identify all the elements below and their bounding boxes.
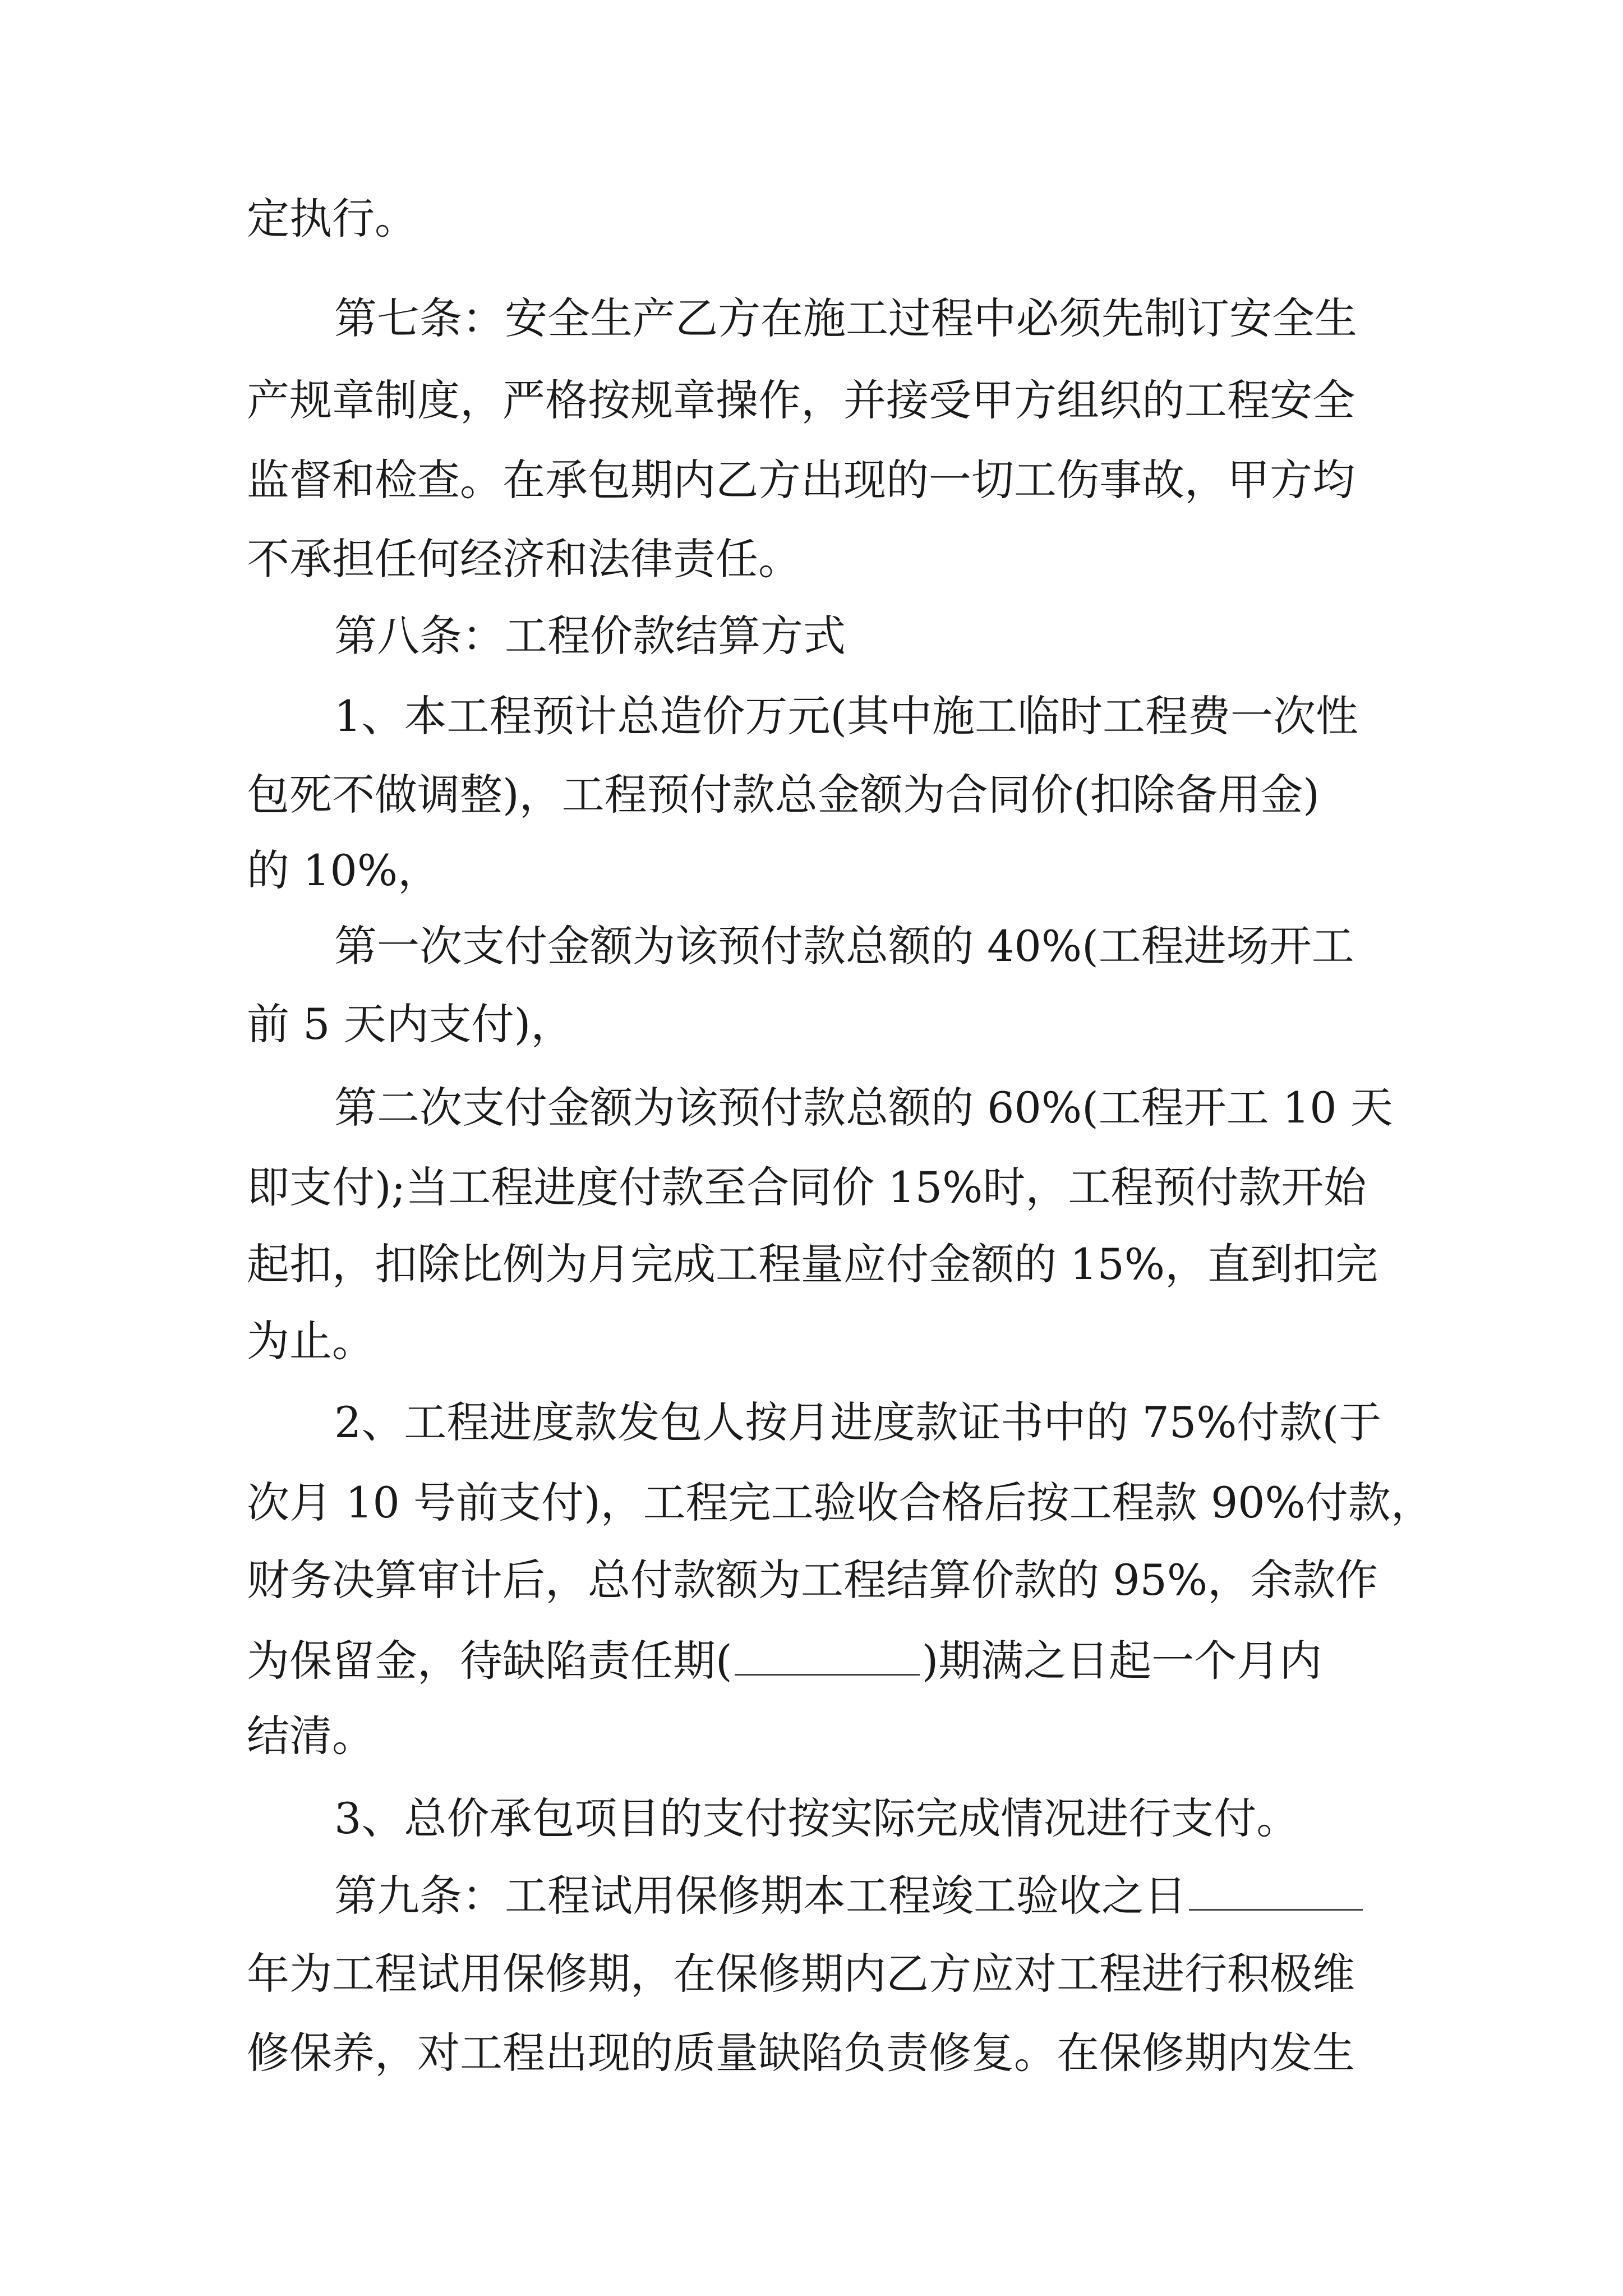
text-line: 第一次支付金额为该预付款总额的 40%(工程进场开工 [334, 921, 1354, 971]
text-line: 2、工程进度款发包人按月进度款证书中的 75%付款(于 [334, 1397, 1382, 1447]
text-line: 为止。 [247, 1316, 375, 1366]
text-line: 的 10%， [247, 845, 441, 895]
text-segment: )期满之日起一个月内 [921, 1636, 1322, 1686]
text-segment: 为保留金，待缺陷责任期( [247, 1636, 732, 1686]
text-line: 定执行。 [247, 194, 417, 243]
text-line: 1、本工程预计总造价万元(其中施工临时工程费一次性 [334, 691, 1359, 741]
text-line: 前 5 天内支付)， [247, 999, 574, 1049]
text-line: 不承担任何经济和法律责任。 [247, 534, 801, 584]
text-line: 3、总价承包项目的支付按实际完成情况进行支付。 [334, 1793, 1299, 1843]
text-line: 结清。 [247, 1711, 375, 1761]
text-line: 第二次支付金额为该预付款总额的 60%(工程开工 10 天 [334, 1083, 1393, 1133]
fill-in-blank [735, 1634, 920, 1676]
text-line: 次月 10 号前支付)，工程完工验收合格后按工程款 90%付款， [247, 1478, 1433, 1527]
text-line: 年为工程试用保修期，在保修期内乙方应对工程进行积极维 [247, 1949, 1355, 1999]
section-heading: 第八条：工程价款结算方式 [334, 611, 846, 661]
text-line: 监督和检查。在承包期内乙方出现的一切工伤事故，甲方均 [247, 455, 1355, 505]
text-line-with-blank [247, 1630, 1322, 1692]
text-line-with-blank [334, 1865, 1363, 1927]
text-line: 修保养，对工程出现的质量缺陷负责修复。在保修期内发生 [247, 2028, 1355, 2078]
text-segment: 第九条：工程试用保修期本工程竣工验收之日 [334, 1871, 1187, 1921]
text-line: 即支付);当工程进度付款至合同价 15%时，工程预付款开始 [247, 1162, 1367, 1212]
text-line: 第七条：安全生产乙方在施工过程中必须先制订安全生 [334, 293, 1357, 343]
text-line: 产规章制度，严格按规章操作，并接受甲方组织的工程安全 [247, 375, 1355, 425]
text-line: 起扣，扣除比例为月完成工程量应付金额的 15%，直到扣完 [247, 1239, 1378, 1289]
text-line: 包死不做调整)，工程预付款总金额为合同价(扣除备用金) [247, 770, 1320, 820]
text-line: 财务决算审计后，总付款额为工程结算价款的 95%，余款作 [247, 1555, 1378, 1605]
fill-in-blank [1189, 1869, 1363, 1911]
